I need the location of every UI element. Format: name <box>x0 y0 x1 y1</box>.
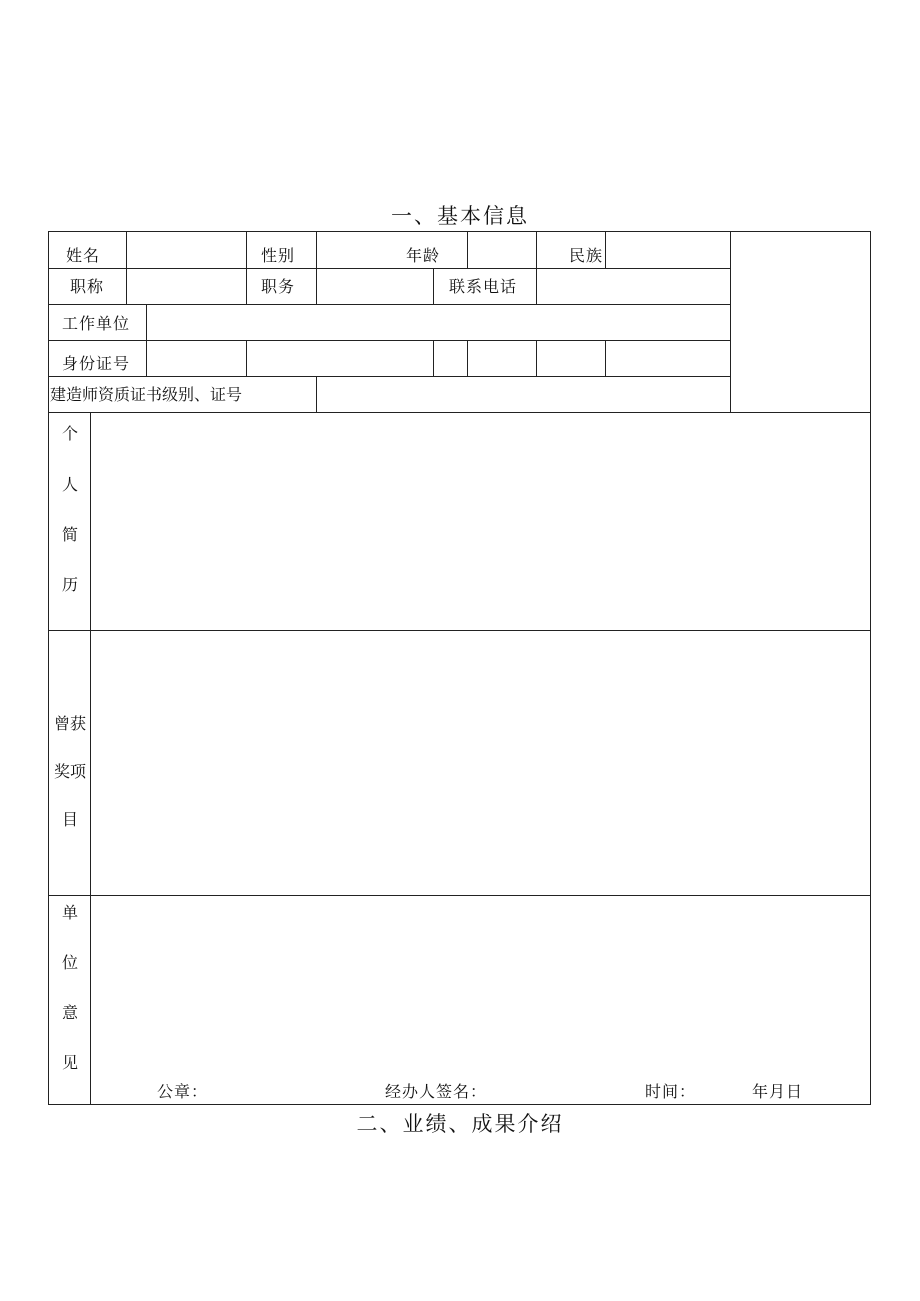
table-border-right <box>870 231 871 1105</box>
resume-label-char: 历 <box>61 575 78 594</box>
name-label: 姓名 <box>66 246 101 265</box>
ethnicity-label: 民族 <box>569 246 604 265</box>
seal-label: 公章： <box>157 1082 209 1101</box>
title-label: 职称 <box>70 277 105 296</box>
employer-label: 工作单位 <box>62 314 131 333</box>
awards-field[interactable] <box>91 631 870 895</box>
resume-label-char: 人 <box>61 475 78 494</box>
handler-signature-label: 经办人签名： <box>385 1082 488 1101</box>
unit-opinion-field[interactable] <box>91 896 870 1076</box>
employer-field[interactable] <box>147 305 730 340</box>
gender-label: 性别 <box>261 246 296 265</box>
phone-field[interactable] <box>537 269 730 304</box>
id-label: 身份证号 <box>62 354 131 373</box>
cert-label: 建造师资质证书级别、证号 <box>50 385 243 404</box>
name-field[interactable] <box>127 232 246 268</box>
cert-field[interactable] <box>317 377 730 412</box>
position-label: 职务 <box>261 277 296 296</box>
unit-opinion-label-char: 见 <box>61 1053 78 1072</box>
position-field[interactable] <box>317 269 433 304</box>
unit-opinion-label-char: 意 <box>61 1003 78 1022</box>
age-label: 年龄 <box>406 246 441 265</box>
unit-opinion-label-char: 位 <box>61 953 78 972</box>
col-divider <box>433 268 434 304</box>
col-divider <box>246 268 247 304</box>
age-field[interactable] <box>468 232 536 268</box>
resume-label-char: 个 <box>61 424 78 443</box>
col-divider <box>316 231 317 268</box>
title-field[interactable] <box>127 269 246 304</box>
id-number-field[interactable] <box>147 341 730 376</box>
section-title-basic-info: 一、基本信息 <box>391 204 529 228</box>
photo-area <box>731 232 870 412</box>
section-title-achievements: 二、业绩、成果介绍 <box>356 1112 564 1136</box>
col-divider <box>246 231 247 268</box>
table-border-bottom <box>48 1104 871 1105</box>
col-divider <box>536 231 537 268</box>
table-border-left <box>48 231 49 1105</box>
resume-field[interactable] <box>91 413 870 630</box>
awards-label-char: 奖项 <box>53 762 86 781</box>
phone-label: 联系电话 <box>449 277 518 296</box>
ethnicity-field[interactable] <box>606 232 730 268</box>
resume-label-char: 简 <box>61 525 78 544</box>
date-label: 年月日 <box>752 1082 804 1101</box>
awards-label-char: 曾获 <box>53 714 86 733</box>
time-label: 时间： <box>645 1082 697 1101</box>
awards-label-char: 目 <box>61 810 78 829</box>
unit-opinion-label-char: 单 <box>61 903 78 922</box>
